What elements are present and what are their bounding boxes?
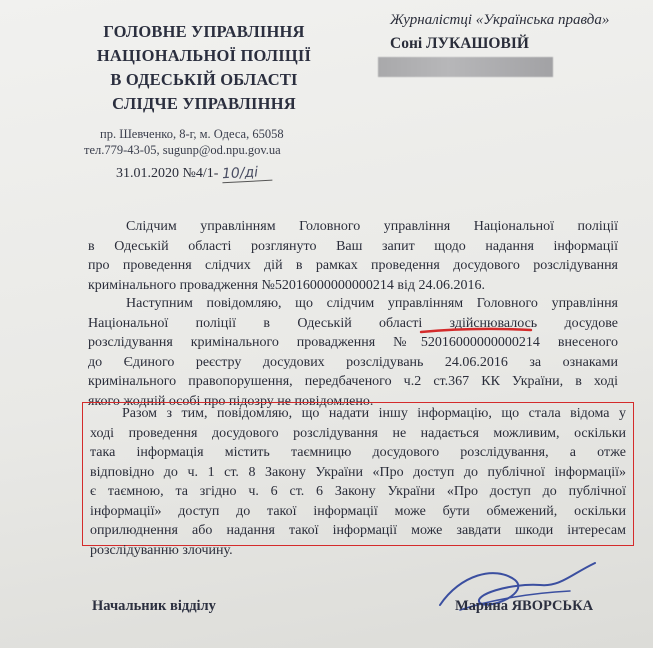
paragraph-line: про проведення слідчих дій в рамках проведення досудового розслідування <box>88 258 618 273</box>
redaction-bar <box>378 57 553 77</box>
paragraph-line: є таємною, та згідно ч. 6 ст. 6 Закону України «Про доступ до публічної <box>90 484 626 499</box>
date-ref-text: 31.01.2020 №4/1- <box>116 166 219 181</box>
letter-date-ref <box>116 165 272 182</box>
red-underline <box>418 326 534 336</box>
signer-name: Марина ЯВОРСЬКА <box>455 598 594 614</box>
org-contacts: тел.779-43-05, sugunp@od.npu.gov.ua <box>84 143 281 157</box>
paragraph-line: кримінального провадження №52016000000000214 від 24.06.2016. <box>88 277 485 293</box>
org-line-1: ГОЛОВНЕ УПРАВЛІННЯ <box>103 22 305 41</box>
paragraph-line: оприлюднення або надання такої інформації може завдати шкоди інтересам <box>90 523 626 538</box>
org-line-4: СЛІДЧЕ УПРАВЛІННЯ <box>112 94 296 113</box>
org-address: пр. Шевченко, 8-г, м. Одеса, 65058 <box>100 127 284 141</box>
paragraph-line: Національної поліції в Одеській області здійснювалось досудове <box>88 315 618 331</box>
paragraph-line: Наступним повідомляю, що слідчим управлінням Головного управління <box>126 296 618 311</box>
paragraph-line: Слідчим управлінням Головного управління Національної поліції <box>126 219 618 234</box>
org-line-3: В ОДЕСЬКІЙ ОБЛАСТІ <box>110 70 298 89</box>
org-line-2: НАЦІОНАЛЬНОЇ ПОЛІЦІЇ <box>96 46 312 65</box>
signer-position: Начальник відділу <box>92 598 216 614</box>
paragraph-line: розслідуванню злочину. <box>90 542 233 558</box>
handwritten-ref: 10/ді <box>222 164 273 184</box>
recipient-line-1: Журналістці «Українська правда» <box>390 12 610 28</box>
paragraph-line: розслідування кримінального провадження №52016000000000214 внесеного <box>88 335 618 350</box>
paragraph-line: до Єдиного реєстру досудових розслідувань 24.06.2016 за ознаками <box>88 354 618 370</box>
paragraph-line: Разом з тим, повідомляю, що надати іншу інформацію, що стала відома у <box>122 406 626 421</box>
paragraph-line: кримінального правопорушення, передбаченого ч.2 ст.367 КК України, в ході <box>88 374 618 389</box>
body-paragraph-3 <box>90 404 626 560</box>
recipient-line-2: Соні ЛУКАШОВІЙ <box>390 35 529 52</box>
body-paragraph-1 <box>88 217 618 295</box>
paragraph-line: в Одеській області розглянуто Ваш запит щодо надання інформації <box>88 238 618 254</box>
paragraph-line: якого жодній особі про підозру не повідомлено. <box>88 393 374 409</box>
paragraph-line: інформації» доступ до такої інформації може бути обмежений, оскільки <box>90 503 626 519</box>
paragraph-line: така інформація містить таємницю досудового розслідування, а отже <box>90 445 626 460</box>
paragraph-line: ході проведення досудового розслідування не надається можливим, оскільки <box>90 425 626 441</box>
paragraph-line: відповідно до ч. 1 ст. 8 Закону України «Про доступ до публічної інформації» <box>90 464 626 480</box>
body-paragraph-2 <box>88 294 618 411</box>
